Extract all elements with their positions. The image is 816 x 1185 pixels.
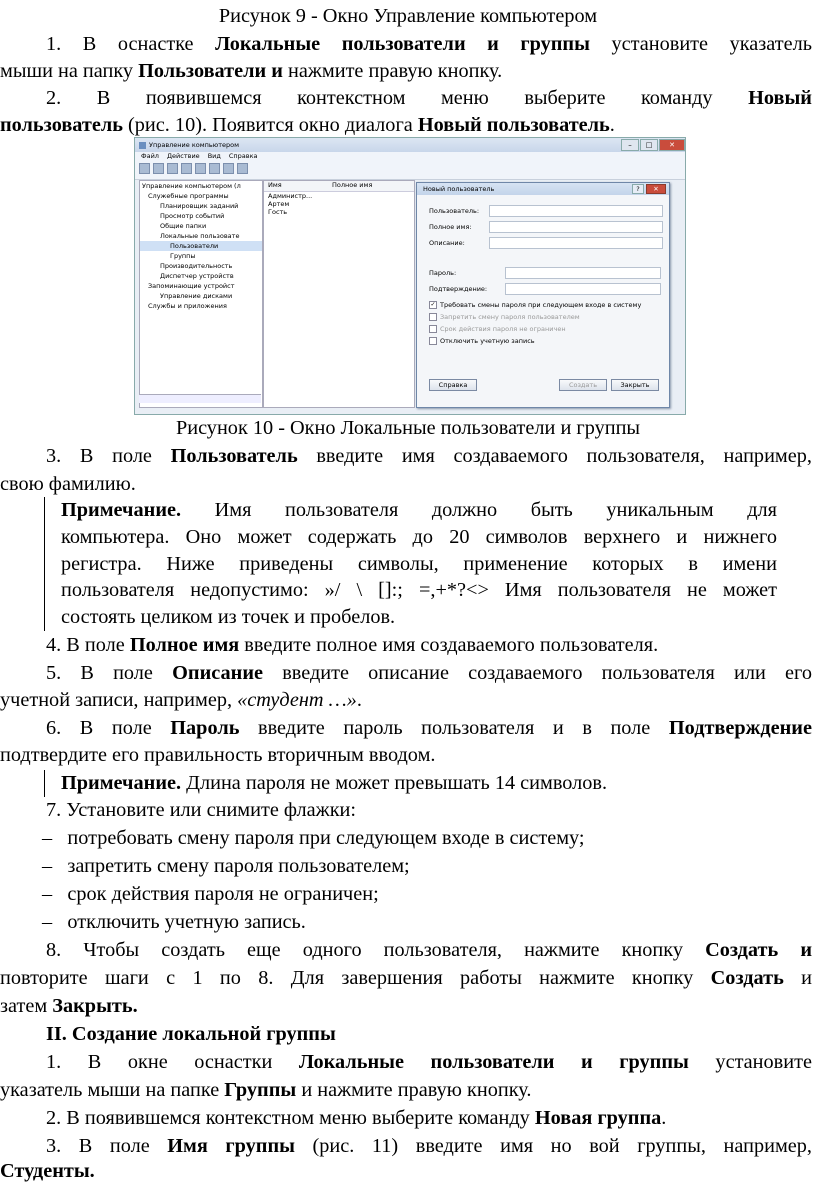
description-label: Описание: (429, 239, 465, 247)
column-header-name[interactable]: Имя (268, 181, 282, 189)
group-step-1-line-2: указатель мыши на папке Группы и нажмите правую кнопку. (0, 1079, 532, 1101)
properties-icon[interactable] (181, 163, 192, 174)
maximize-button[interactable]: □ (640, 139, 658, 151)
tree-item[interactable]: Локальные пользовате (160, 232, 240, 240)
toolbar (135, 161, 685, 180)
step-2-line-1: 2. В появившемся контекстном меню выберите команду Новый (46, 87, 812, 109)
export-icon[interactable] (209, 163, 220, 174)
step-2-line-2: пользователь (рис. 10). Появится окно диалога Новый пользователь. (0, 114, 615, 136)
figure-9-caption: Рисунок 9 - Окно Управление компьютером (218, 5, 598, 27)
tree-item[interactable]: Просмотр событий (160, 212, 225, 220)
dash-icon: – (42, 911, 53, 933)
step-5-line-2: учетной записи, например, «студент …». (0, 689, 362, 711)
list-item: – отключить учетную запись. (42, 911, 306, 933)
step-8-line-2: повторите шаги с 1 по 8. Для завершения работы нажмите кнопку Создать и (0, 967, 812, 989)
back-icon[interactable] (139, 163, 150, 174)
group-step-2: 2. В появившемся контекстном меню выберите команду Новая группа. (46, 1107, 667, 1129)
checkbox-cannot-change[interactable]: Запретить смену пароля пользователем (429, 313, 580, 321)
window-titlebar (135, 138, 685, 152)
tree-item[interactable]: Запоминающие устройст (148, 282, 235, 290)
computer-management-screenshot (134, 137, 686, 415)
dash-icon: – (42, 827, 53, 849)
users-list (263, 180, 415, 408)
username-input[interactable] (489, 205, 663, 217)
minimize-button[interactable]: – (621, 139, 639, 151)
confirm-input[interactable] (505, 283, 661, 295)
step-1-line-1: 1. В оснастке Локальные пользователи и группы установите указатель (46, 33, 812, 55)
tree-item-users[interactable]: Пользователи (140, 241, 262, 251)
dialog-title: Новый пользователь (423, 185, 495, 193)
app-icon (139, 142, 146, 149)
dialog-close-button[interactable]: ✕ (646, 184, 666, 194)
step-7: 7. Установите или снимите флажки: (46, 799, 357, 821)
menu-file[interactable]: Файл (141, 152, 159, 160)
tree-item[interactable]: Служебные программы (148, 192, 229, 200)
console-icon[interactable] (237, 163, 248, 174)
list-item[interactable]: Артем (268, 200, 290, 208)
username-label: Пользователь: (429, 207, 480, 215)
menu-action[interactable]: Действие (166, 152, 200, 160)
step-6-line-2: подтвердите его правильность вторичным вводом. (0, 744, 436, 766)
list-item: – потребовать смену пароля при следующем входе в систему; (42, 827, 585, 849)
tree-item[interactable]: Производительность (160, 262, 233, 270)
dash-icon: – (42, 855, 53, 877)
password-label: Пароль: (429, 269, 457, 277)
step-3-line-2: свою фамилию. (0, 473, 136, 495)
close-window-button[interactable]: ✕ (659, 139, 685, 151)
step-1-line-2: мыши на папку Пользователи и нажмите правую кнопку. (0, 60, 503, 82)
close-button[interactable]: Закрыть (611, 379, 659, 391)
step-4: 4. В поле Полное имя введите полное имя создаваемого пользователя. (46, 634, 659, 656)
note-password: Примечание. Длина пароля не может превышать 14 символов. (44, 770, 607, 797)
password-input[interactable] (505, 267, 661, 279)
fullname-input[interactable] (489, 221, 663, 233)
refresh-icon[interactable] (195, 163, 206, 174)
group-step-3-line-1: 3. В поле Имя группы (рис. 11) введите имя но вой группы, например, (46, 1135, 812, 1157)
tree-item[interactable]: Службы и приложения (148, 302, 227, 310)
section-heading: II. Создание локальной группы (46, 1023, 336, 1045)
fullname-label: Полное имя: (429, 223, 472, 231)
menu-bar (135, 152, 685, 161)
group-step-3-line-2: Студенты. (0, 1160, 95, 1182)
new-user-dialog (416, 182, 670, 408)
tree-item[interactable]: Общие папки (160, 222, 207, 230)
dialog-help-button[interactable]: ? (632, 184, 644, 194)
step-5-line-1: 5. В поле Описание введите описание создаваемого пользователя или его (46, 662, 812, 684)
folder-icon[interactable] (167, 163, 178, 174)
help-icon[interactable] (223, 163, 234, 174)
list-item[interactable]: Администр... (268, 192, 313, 200)
checkbox-never-expires[interactable]: Срок действия пароля не ограничен (429, 325, 566, 333)
description-input[interactable] (489, 237, 663, 249)
list-item[interactable]: Гость (268, 208, 288, 216)
step-3-line-1: 3. В поле Пользователь введите имя создаваемого пользователя, например, (46, 445, 812, 467)
tree-item[interactable]: Управление дисками (160, 292, 233, 300)
tree-item[interactable]: Планировщик заданий (160, 202, 239, 210)
list-item: – запретить смену пароля пользователем; (42, 855, 410, 877)
forward-icon[interactable] (153, 163, 164, 174)
create-button[interactable]: Создать (559, 379, 607, 391)
tree-item[interactable]: Управление компьютером (л (142, 182, 241, 190)
tree-item-groups[interactable]: Группы (170, 252, 196, 260)
checkbox-disable-account[interactable]: Отключить учетную запись (429, 337, 535, 345)
checked-icon: ✓ (430, 301, 436, 308)
window-title: Управление компьютером (149, 141, 239, 149)
checkbox-must-change[interactable]: ✓ Требовать смены пароля при следующем входе в систему (430, 301, 642, 309)
step-8-line-1: 8. Чтобы создать еще одного пользователя, нажмите кнопку Создать и (46, 939, 813, 961)
dash-icon: – (42, 883, 53, 905)
column-header-fullname[interactable]: Полное имя (332, 181, 373, 189)
tree-scrollbar[interactable] (139, 394, 261, 403)
menu-help[interactable]: Справка (228, 152, 258, 160)
navigation-tree (139, 180, 263, 408)
note-username: Примечание. Имя пользователя должно быть уникальным для компьютера. Оно может содержать до 20 символов верхнего и нижнего регистра. Ниже приведены символы, применение которых в имени пользователя недопустимо: »/ \ []:; =,+*?<> Имя пользователя не может состоять целиком из точек и пробелов. (44, 497, 781, 631)
list-item: – срок действия пароля не ограничен; (42, 883, 379, 905)
help-button[interactable]: Справка (429, 379, 477, 391)
confirm-label: Подтверждение: (429, 285, 488, 293)
tree-item[interactable]: Диспетчер устройств (160, 272, 234, 280)
step-6-line-1: 6. В поле Пароль введите пароль пользователя и в поле Подтверждение (46, 717, 812, 739)
group-step-1-line-1: 1. В окне оснастки Локальные пользователи и группы установите (46, 1051, 812, 1073)
step-8-line-3: затем Закрыть. (0, 995, 138, 1017)
menu-view[interactable]: Вид (207, 152, 221, 160)
figure-10-caption: Рисунок 10 - Окно Локальные пользователи и группы (175, 417, 641, 439)
